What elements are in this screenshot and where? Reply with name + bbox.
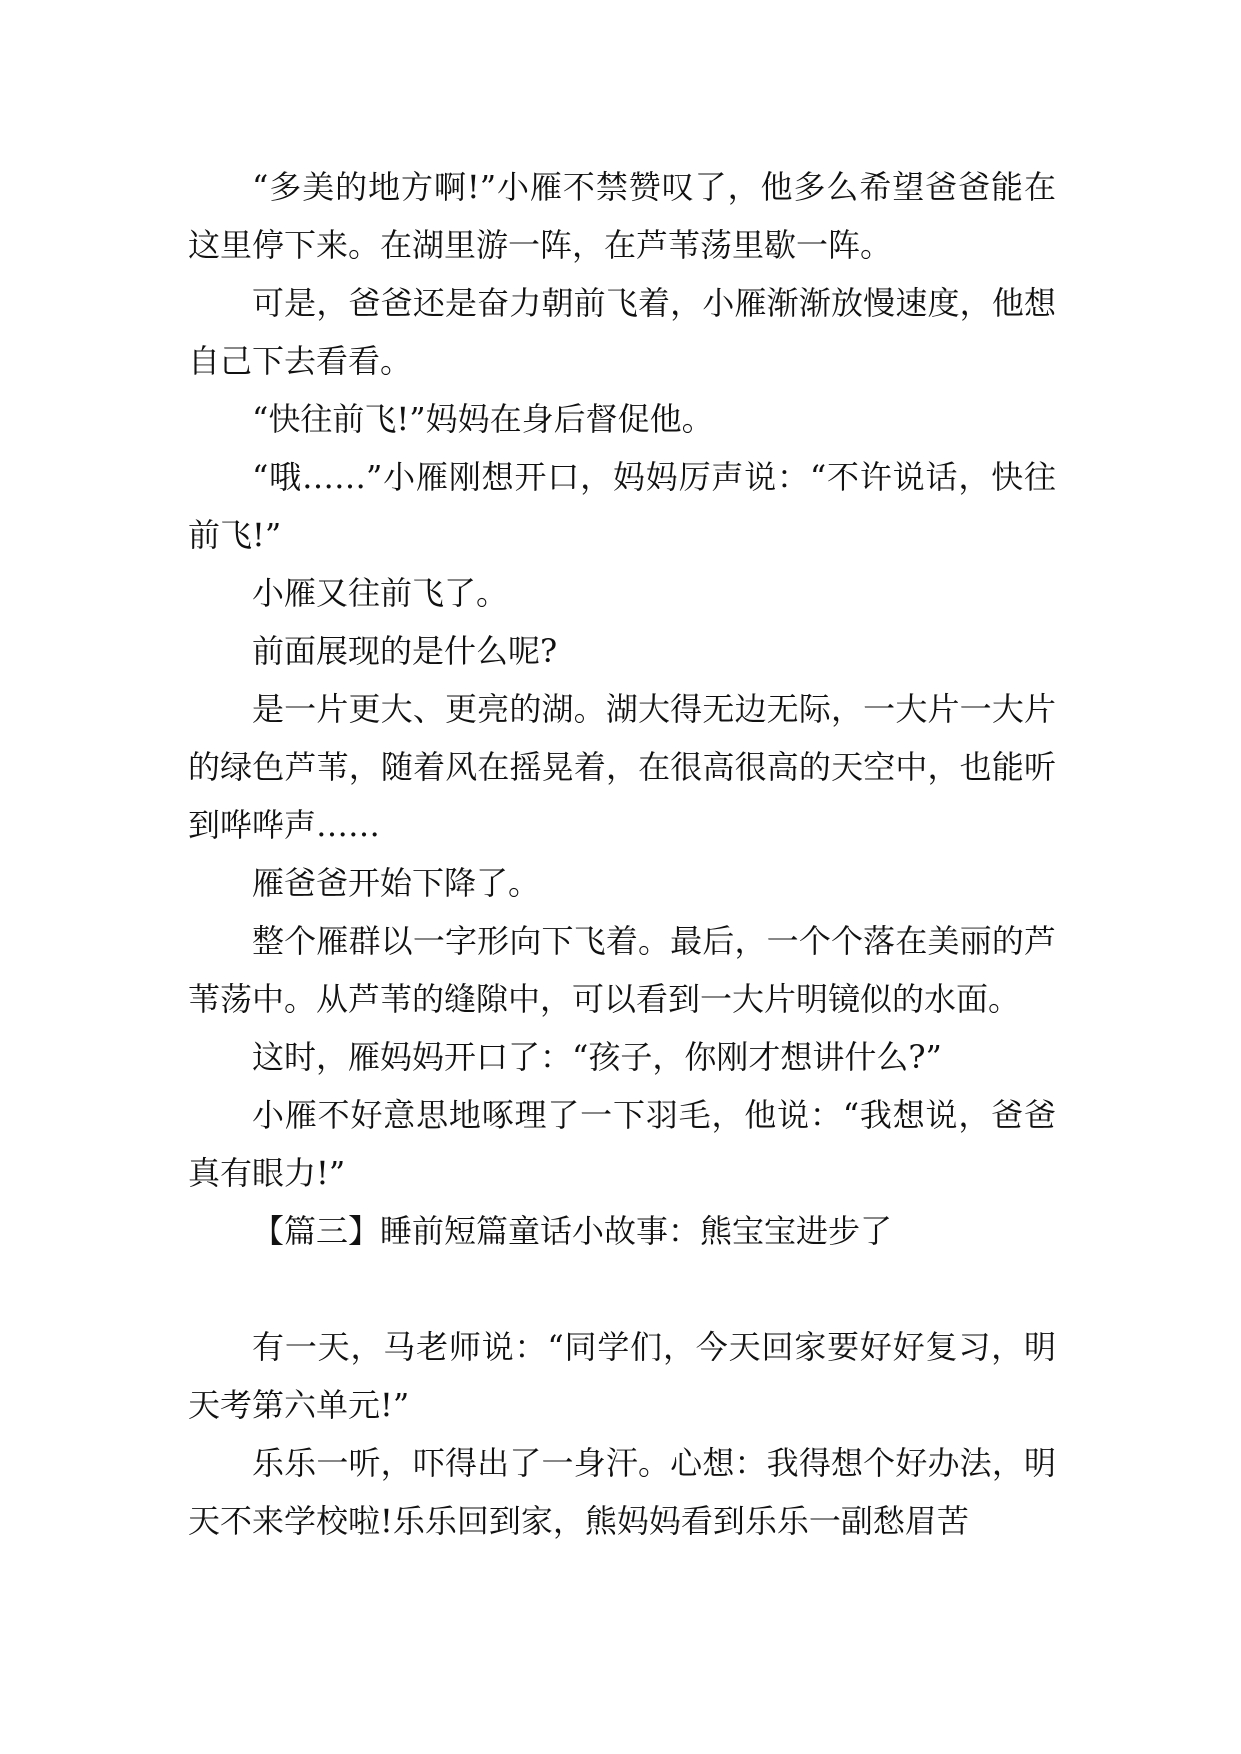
paragraph: 雁爸爸开始下降了。 (252, 864, 541, 902)
blank-line (188, 1260, 1056, 1318)
document-page (188, 158, 1056, 1550)
paragraph: “快往前飞!”妈妈在身后督促他。 (252, 400, 714, 438)
paragraph: 乐乐一听，吓得出了一身汗。心想：我得想个好办法，明天不来学校啦!乐乐回到家，熊妈妈看到乐乐一副愁眉苦 (188, 1444, 1056, 1540)
paragraph: 小雁不好意思地啄理了一下羽毛，他说：“我想说，爸爸真有眼力!” (188, 1096, 1056, 1192)
paragraph: 小雁又往前飞了。 (252, 574, 509, 612)
paragraph: 有一天，马老师说：“同学们，今天回家要好好复习，明天考第六单元!” (188, 1328, 1056, 1424)
paragraph: 是一片更大、更亮的湖。湖大得无边无际，一大片一大片的绿色芦苇，随着风在摇晃着，在很高很高的天空中，也能听到哗哗声…… (188, 690, 1056, 844)
paragraph: 可是，爸爸还是奋力朝前飞着，小雁渐渐放慢速度，他想自己下去看看。 (188, 284, 1056, 380)
paragraph: 前面展现的是什么呢? (252, 632, 558, 670)
paragraph: 整个雁群以一字形向下飞着。最后，一个个落在美丽的芦苇荡中。从芦苇的缝隙中，可以看到一大片明镜似的水面。 (188, 922, 1056, 1018)
paragraph: 这时，雁妈妈开口了：“孩子，你刚才想讲什么?” (252, 1038, 942, 1076)
section-heading: 【篇三】睡前短篇童话小故事：熊宝宝进步了 (252, 1212, 893, 1250)
paragraph: “多美的地方啊!”小雁不禁赞叹了，他多么希望爸爸能在这里停下来。在湖里游一阵，在芦苇荡里歇一阵。 (188, 168, 1056, 264)
paragraph: “哦……”小雁刚想开口，妈妈厉声说：“不许说话，快往前飞!” (188, 458, 1056, 554)
